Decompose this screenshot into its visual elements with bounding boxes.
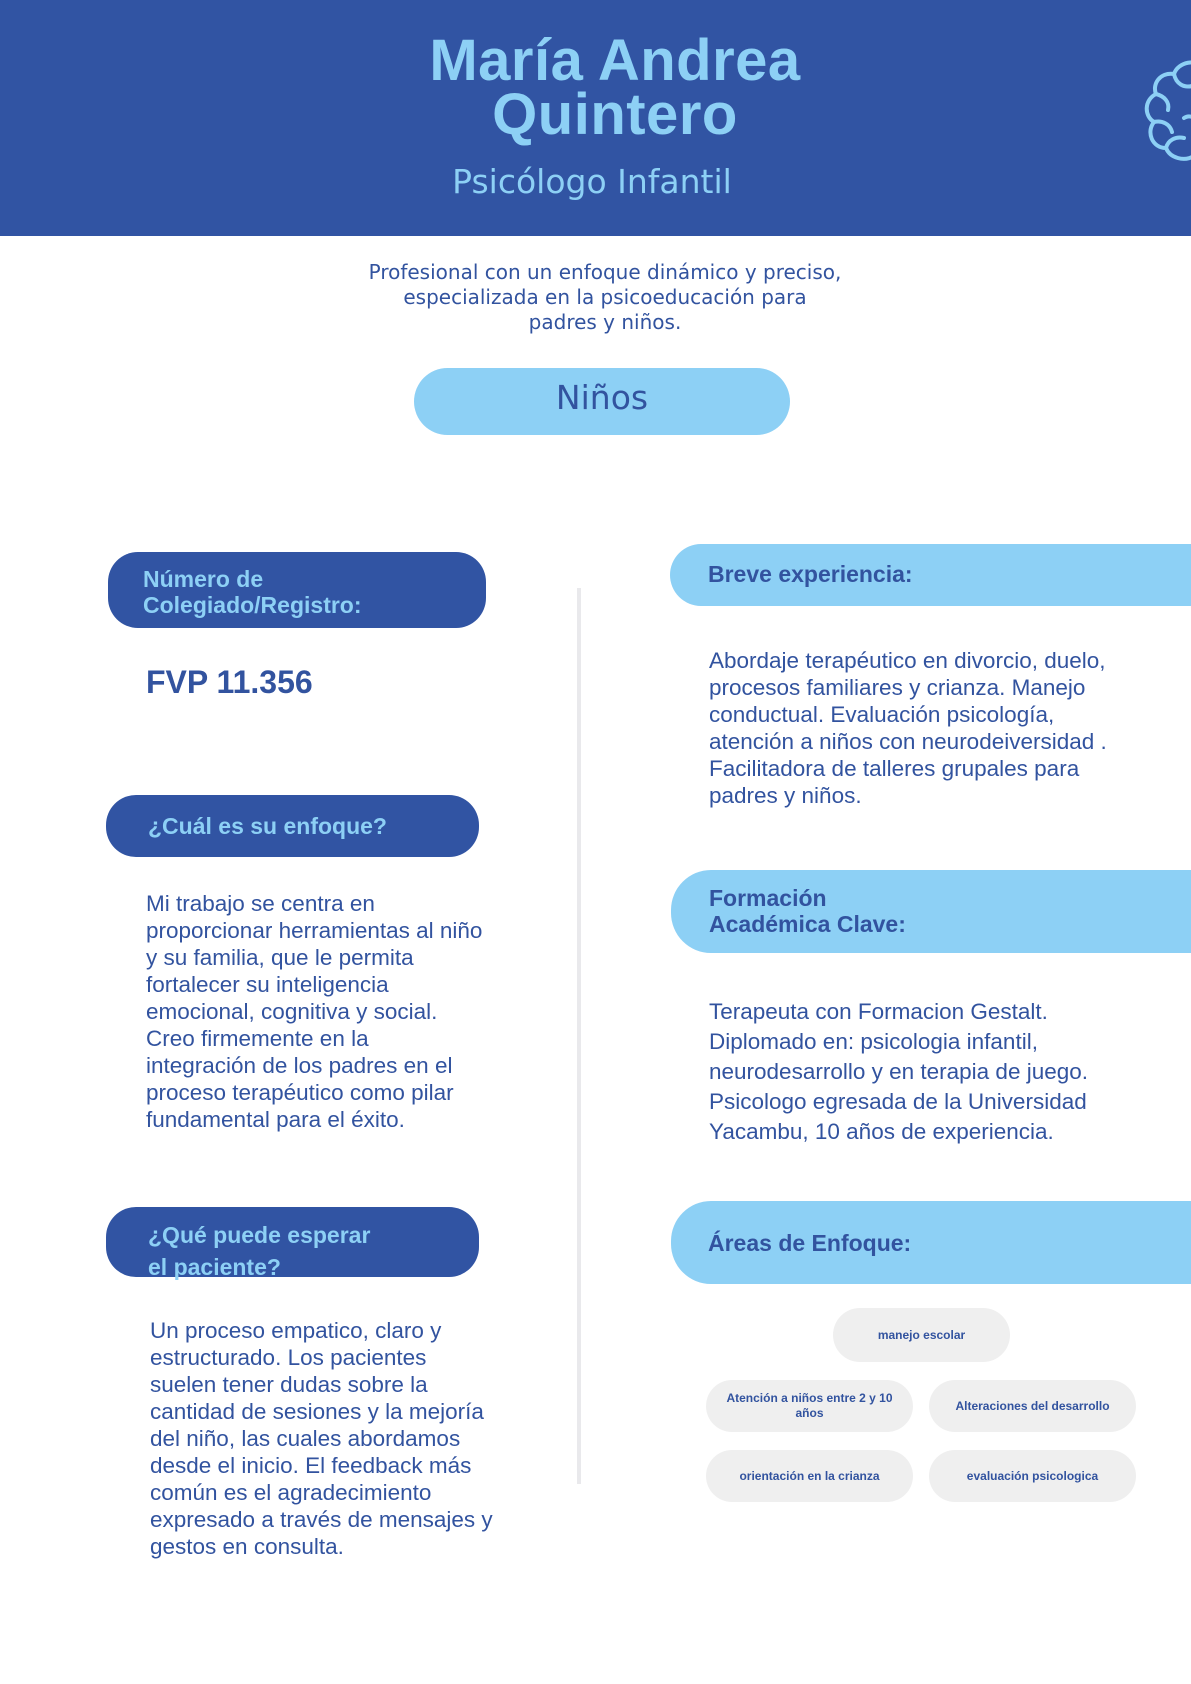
approach-text: Mi trabajo se centra en proporcionar herramientas al niño y su familia, que le permita fortalecer su inteligencia emocional, cognitiva y social. Creo firmemente en la integración de los padres en el proceso terapéutico como pilar fundamental para el éxito. bbox=[146, 891, 483, 1132]
education-label-line-2: Académica Clave: bbox=[709, 911, 906, 937]
brain-icon bbox=[1138, 56, 1191, 164]
expect-text: Un proceso empatico, claro y estructurado. Los pacientes suelen tener dudas sobre la cantidad de sesiones y la mejoría del niño, las cuales abordamos desde el inicio. El feedback más común es el agradecimiento expresado a través de mensajes y gestos en consulta. bbox=[150, 1318, 493, 1559]
experience-text: Abordaje terapéutico en divorcio, duelo, procesos familiares y crianza. Manejo conductual. Evaluación psicología, atención a niños con neurodeiversidad . Facilitadora de talleres grupales para padres y niños. bbox=[709, 648, 1107, 808]
education-label bbox=[671, 870, 1191, 953]
registration-label-line-2: Colegiado/Registro: bbox=[143, 592, 362, 618]
focus-areas-label bbox=[671, 1201, 1191, 1284]
approach-label bbox=[106, 795, 479, 857]
name-line-1: María Andrea bbox=[429, 28, 801, 93]
approach-label-text: ¿Cuál es su enfoque? bbox=[148, 813, 387, 839]
registration-number: FVP 11.356 bbox=[146, 664, 313, 700]
expect-label-line-2: el paciente? bbox=[148, 1254, 281, 1280]
specialty-tag: Niños bbox=[414, 368, 790, 435]
name-line-2: Quintero bbox=[492, 82, 738, 147]
expect-label bbox=[106, 1207, 479, 1280]
focus-chip: manejo escolar bbox=[833, 1308, 1010, 1362]
experience-label bbox=[670, 544, 1191, 606]
summary-line-1: Profesional con un enfoque dinámico y preciso, bbox=[368, 260, 842, 284]
education-text: Terapeuta con Formacion Gestalt. Diplomado en: psicologia infantil, neurodesarrollo y en terapia de juego. Psicologo egresada de la Universidad Yacambu, 10 años de experiencia. bbox=[709, 999, 1089, 1144]
focus-areas-label-text: Áreas de Enfoque: bbox=[708, 1230, 912, 1256]
registration-label bbox=[108, 552, 486, 628]
focus-chip: Alteraciones del desarrollo bbox=[929, 1380, 1136, 1432]
job-title: Psicólogo Infantil bbox=[452, 162, 732, 201]
profile-summary bbox=[330, 260, 880, 335]
education-label-line-1: Formación bbox=[709, 885, 827, 911]
focus-chip: Atención a niños entre 2 y 10 años bbox=[706, 1380, 913, 1432]
registration-label-line-1: Número de bbox=[143, 566, 264, 592]
focus-chip: evaluación psicologica bbox=[929, 1450, 1136, 1502]
summary-line-2: especializada en la psicoeducación para bbox=[403, 285, 807, 309]
focus-chip: orientación en la crianza bbox=[706, 1450, 913, 1502]
header-banner bbox=[0, 0, 1191, 236]
summary-line-3: padres y niños. bbox=[528, 310, 682, 334]
expect-label-line-1: ¿Qué puede esperar bbox=[148, 1222, 371, 1248]
column-divider bbox=[577, 588, 581, 1484]
experience-label-text: Breve experiencia: bbox=[708, 561, 913, 587]
person-name bbox=[0, 28, 1191, 147]
